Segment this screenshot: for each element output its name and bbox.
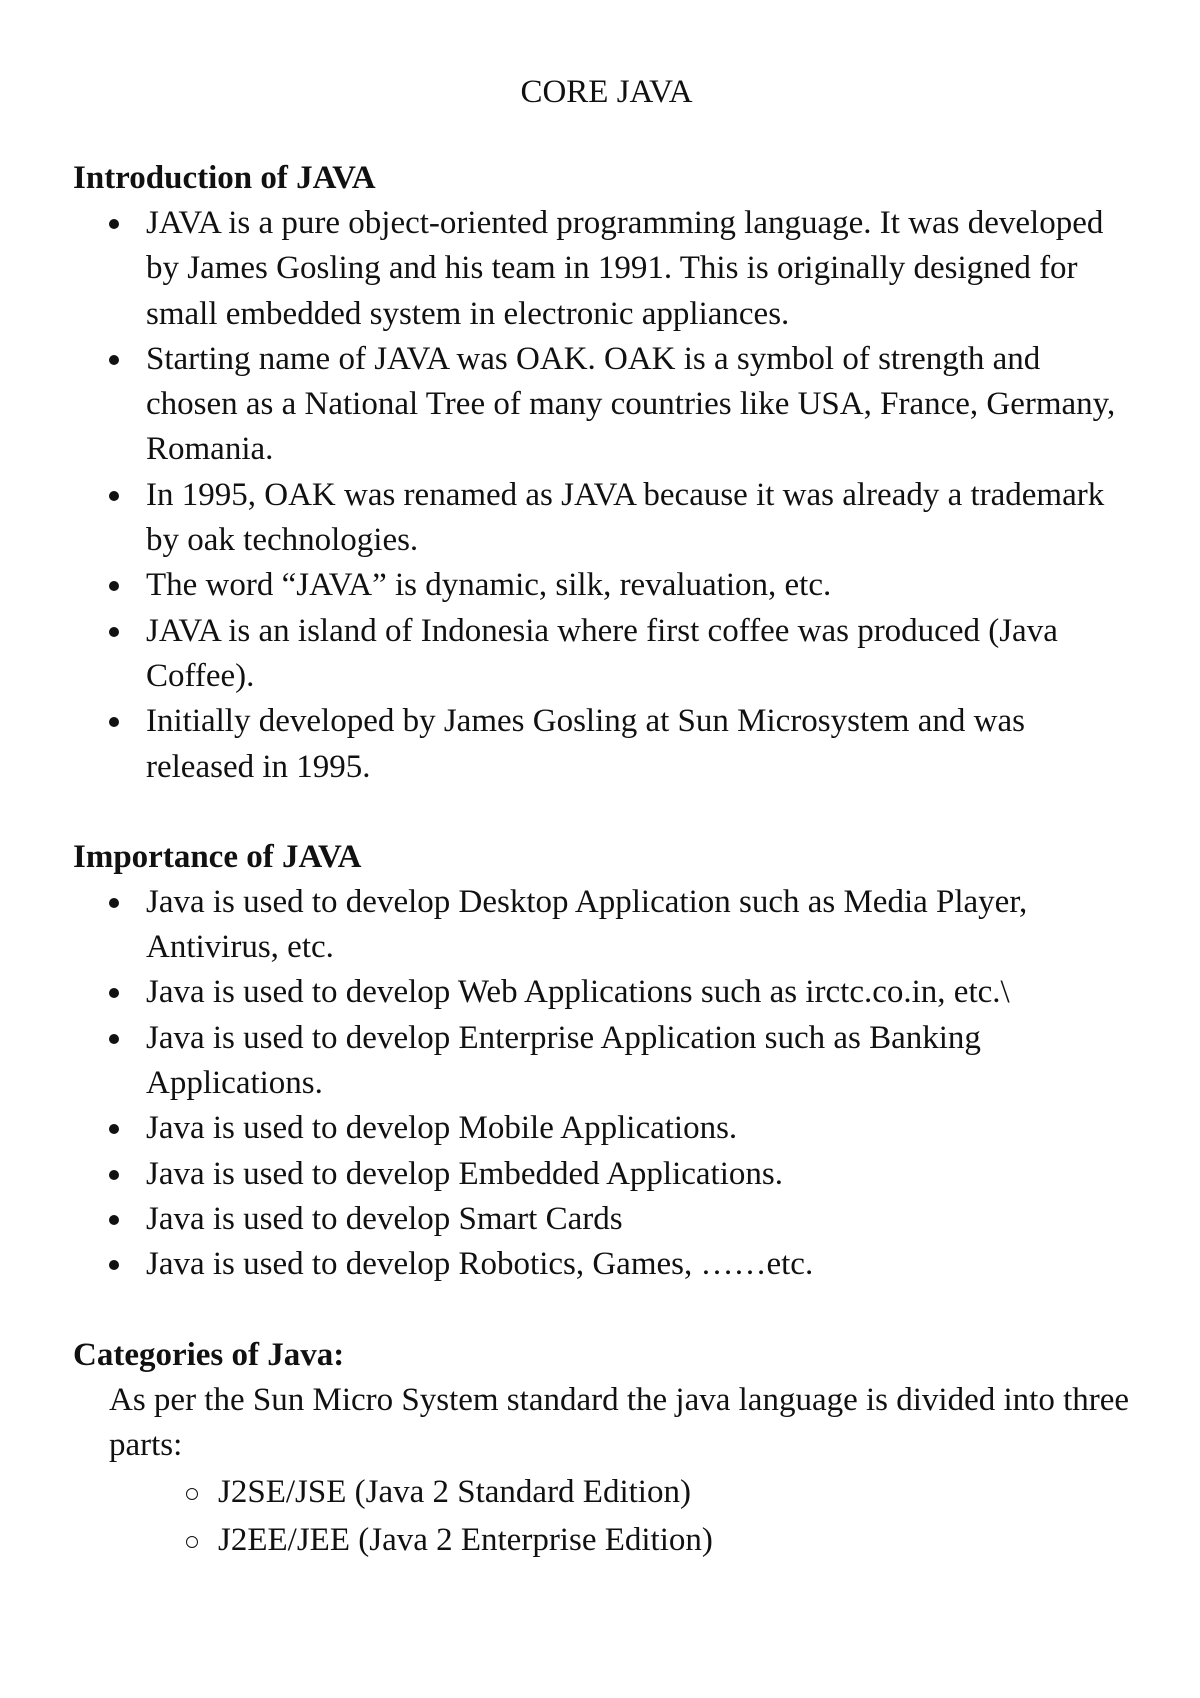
- list-item: [146, 1016, 1140, 1107]
- list-item-text: Java is used to develop Desktop Application such as Media Player, Antivirus, etc.: [146, 883, 1028, 966]
- list-item: [146, 1197, 1140, 1242]
- list-item-text: Java is used to develop Mobile Applications.: [146, 1110, 738, 1147]
- bullet-icon: [109, 491, 119, 501]
- introduction-list: [73, 201, 1140, 790]
- list-item-text: JAVA is an island of Indonesia where first coffee was produced (Java Coffee).: [146, 612, 1058, 694]
- list-item-text: J2EE/JEE (Java 2 Enterprise Edition): [218, 1521, 713, 1558]
- section-heading-importance: Importance of JAVA: [73, 838, 362, 875]
- list-item: [146, 473, 1140, 564]
- categories-paragraph: As per the Sun Micro System standard the java language is divided into three parts:: [109, 1381, 1130, 1463]
- section-spacer: [73, 1288, 1140, 1333]
- list-item-text: Java is used to develop Smart Cards: [146, 1200, 623, 1237]
- list-item-text: J2SE/JSE (Java 2 Standard Edition): [218, 1473, 691, 1510]
- list-item: [146, 880, 1140, 971]
- list-item: [146, 337, 1140, 473]
- list-item-text: Java is used to develop Embedded Applications.: [146, 1155, 783, 1192]
- list-item-text: Starting name of JAVA was OAK. OAK is a symbol of strength and chosen as a National Tree of many countries like USA, France, Germany, Romania.: [146, 340, 1116, 468]
- section-heading-categories: Categories of Java:: [73, 1336, 345, 1373]
- bullet-icon: [109, 898, 119, 908]
- importance-list: [73, 880, 1140, 1288]
- list-item-text: In 1995, OAK was renamed as JAVA because it was already a trademark by oak technologies.: [146, 476, 1105, 559]
- bullet-icon: [109, 627, 119, 637]
- document-title: CORE JAVA: [520, 74, 693, 110]
- section-spacer: [73, 790, 1140, 835]
- bullet-icon: [109, 355, 119, 365]
- bullet-icon: [109, 1215, 119, 1225]
- list-item: [146, 1152, 1140, 1197]
- list-item: [146, 970, 1140, 1015]
- list-item-text: Java is used to develop Web Applications such as irctc.co.in, etc.\: [146, 974, 1010, 1011]
- bullet-icon: [109, 219, 119, 229]
- list-item-text: Java is used to develop Robotics, Games, ……etc.: [146, 1246, 814, 1283]
- list-item-text: The word “JAVA” is dynamic, silk, revaluation, etc.: [146, 567, 832, 604]
- bullet-icon: [109, 717, 119, 727]
- bullet-icon: [109, 1260, 119, 1270]
- bullet-icon: [109, 581, 119, 591]
- categories-sublist: [73, 1468, 1140, 1564]
- list-item: [218, 1468, 1140, 1516]
- list-item: [146, 1106, 1140, 1151]
- hollow-bullet-icon: [186, 1488, 198, 1500]
- list-item: [218, 1516, 1140, 1564]
- list-item: [146, 699, 1140, 790]
- section-heading-introduction: Introduction of JAVA: [73, 160, 376, 196]
- hollow-bullet-icon: [186, 1536, 198, 1548]
- bullet-icon: [109, 1124, 119, 1134]
- bullet-icon: [109, 1170, 119, 1180]
- list-item: [146, 201, 1140, 337]
- bullet-icon: [109, 988, 119, 998]
- list-item-text: Initially developed by James Gosling at Sun Microsystem and was released in 1995.: [146, 703, 1025, 785]
- bullet-icon: [109, 1034, 119, 1044]
- list-item: [146, 609, 1140, 700]
- list-item-text: JAVA is a pure object-oriented programming language. It was developed by James Gosling and his team in 1991. This is originally designed for small embedded system in electronic appliances.: [146, 205, 1104, 332]
- list-item: [146, 563, 1140, 608]
- list-item: [146, 1242, 1140, 1287]
- list-item-text: Java is used to develop Enterprise Application such as Banking Applications.: [146, 1019, 981, 1102]
